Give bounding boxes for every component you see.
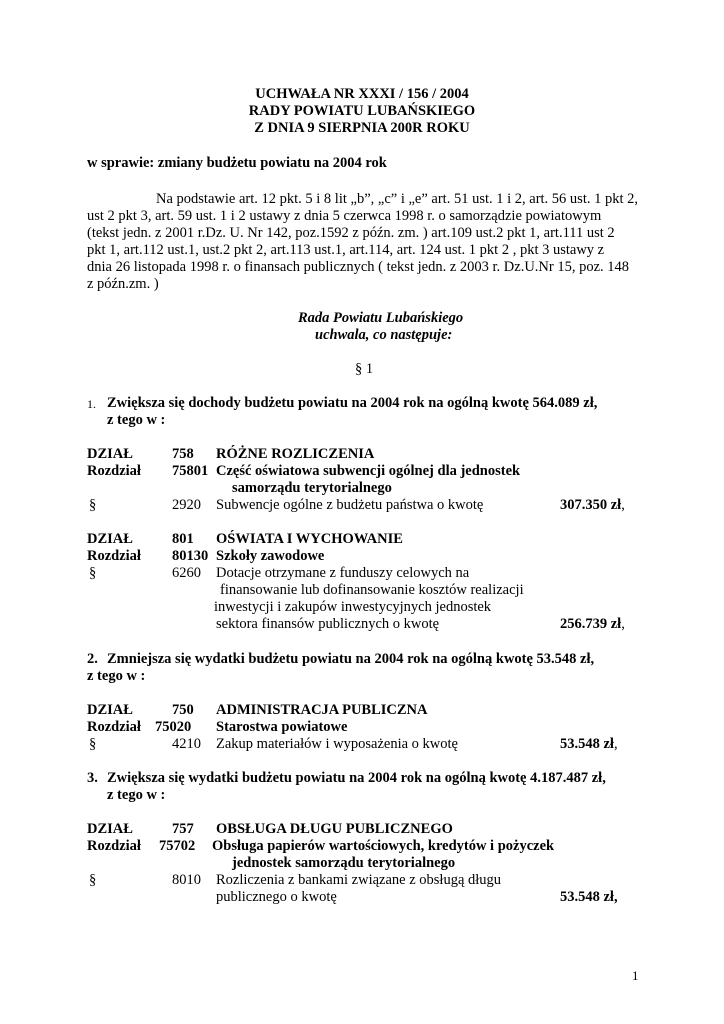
amount [560, 736, 618, 753]
preamble-line: (tekst jedn. z 2001 r.Dz. U. Nr 142, poz.1592 z późn. zm. ) art.109 ust.2 pkt 1, art.111 ust 2 [87, 225, 615, 241]
dzial-label: DZIAŁ [87, 821, 133, 837]
dzial-code: 758 [172, 446, 194, 462]
paragraph-text: inwestycji i zakupów inwestycyjnych jednostek [214, 599, 492, 615]
rozdzial-label: Rozdział [87, 719, 141, 735]
council-decides-1: Rada Powiatu Lubańskiego [298, 310, 464, 326]
rozdzial-code: 80130 [172, 548, 209, 564]
preamble-line: Na podstawie art. 12 pkt. 5 i 8 lit „b”, „c” i „e” art. 51 ust. 1 i 2, art. 56 ust. 1 pkt 2, [156, 191, 639, 207]
council-name: RADY POWIATU LUBAŃSKIEGO [248, 103, 476, 119]
page-number: 1 [632, 968, 639, 983]
dzial-name: RÓŻNE ROZLICZENIA [216, 446, 375, 462]
amount-suffix: , [613, 736, 618, 752]
amount-value: 53.548 zł [560, 736, 614, 752]
preamble-line: z późn.zm. ) [87, 276, 159, 292]
subject-line: w sprawie: zmiany budżetu powiatu na 2004 rok [87, 155, 387, 171]
section-number: 3. [87, 770, 98, 786]
dzial-label: DZIAŁ [87, 446, 133, 462]
section-text: z tego w : [87, 668, 146, 684]
paragraph-sign: § [89, 565, 97, 581]
dzial-code: 750 [172, 702, 194, 718]
amount-suffix: , [621, 616, 625, 632]
preamble-line: dnia 26 listopada 1998 r. o finansach publicznych ( tekst jedn. z 2003 r. Dz.U.Nr 15, poz. 148 [87, 259, 630, 275]
paragraph-code: 2920 [172, 497, 201, 513]
preamble-line: pkt 1, art.112 ust.1, ust.2 pkt 2, art.113 ust.1, art.114, art. 124 ust. 1 pkt 2 , pkt 3 ustawy z [87, 242, 605, 258]
paragraph-code: 4210 [172, 736, 201, 752]
paragraph-mark: § 1 [355, 361, 374, 377]
dzial-label: DZIAŁ [87, 531, 133, 547]
paragraph-code: 8010 [172, 872, 201, 888]
section-number: 2. [87, 651, 98, 667]
rozdzial-label: Rozdział [87, 548, 141, 564]
preamble-line: ust 2 pkt 3, art. 59 ust. 1 i 2 ustawy z dnia 5 czerwca 1998 r. o samorządzie powiatowym [87, 208, 602, 224]
rozdzial-label: Rozdział [87, 838, 141, 854]
amount: 53.548 zł, [560, 889, 618, 905]
dzial-code: 801 [172, 531, 194, 547]
rozdzial-name: samorządu terytorialnego [232, 480, 392, 496]
paragraph-text: Subwencje ogólne z budżetu państwa o kwotę [216, 497, 484, 513]
dzial-name: OŚWIATA I WYCHOWANIE [216, 531, 403, 547]
paragraph-text: finansowanie lub dofinansowanie kosztów realizacji [220, 582, 524, 598]
paragraph-text: Rozliczenia z bankami związane z obsługą długu [216, 872, 502, 888]
rozdzial-name: Obsługa papierów wartościowych, kredytów i pożyczek [212, 838, 555, 854]
rozdzial-name: Część oświatowa subwencji ogólnej dla jednostek [216, 463, 521, 479]
council-decides-2: uchwala, co następuje: [315, 327, 453, 343]
rozdzial-name: jednostek samorządu terytorialnego [232, 855, 456, 871]
paragraph-sign: § [89, 497, 97, 513]
paragraph-text: publicznego o kwotę [216, 889, 337, 905]
rozdzial-code: 75020 [155, 719, 192, 735]
section-text: Zmniejsza się wydatki budżetu powiatu na 2004 rok na ogólną kwotę 53.548 zł, [107, 651, 595, 667]
resolution-date: Z DNIA 9 SIERPNIA 200R ROKU [254, 120, 470, 136]
rozdzial-code: 75801 [172, 463, 209, 479]
dzial-name: ADMINISTRACJA PUBLICZNA [216, 702, 428, 718]
paragraph-text: sektora finansów publicznych o kwotę [216, 616, 440, 632]
dzial-label: DZIAŁ [87, 702, 133, 718]
rozdzial-name: Szkoły zawodowe [216, 548, 325, 564]
section-text: Zwiększa się dochody budżetu powiatu na 2004 rok na ogólną kwotę 564.089 zł, [107, 395, 598, 411]
rozdzial-name: Starostwa powiatowe [216, 719, 348, 735]
section-text: z tego w : [107, 787, 166, 803]
amount-value: 307.350 zł [560, 497, 622, 513]
dzial-name: OBSŁUGA DŁUGU PUBLICZNEGO [216, 821, 453, 837]
section-text: Zwiększa się wydatki budżetu powiatu na 2004 rok na ogólną kwotę 4.187.487 zł, [107, 770, 606, 786]
paragraph-text: Zakup materiałów i wyposażenia o kwotę [216, 736, 458, 752]
dzial-code: 757 [172, 821, 194, 837]
amount [560, 497, 625, 514]
paragraph-text: Dotacje otrzymane z funduszy celowych na [216, 565, 470, 581]
paragraph-sign: § [89, 736, 97, 752]
rozdzial-label: Rozdział [87, 463, 141, 479]
rozdzial-code: 75702 [159, 838, 196, 854]
amount-value: 256.739 zł [560, 616, 622, 632]
section-text: z tego w : [107, 412, 166, 428]
amount-suffix: , [621, 497, 625, 513]
section-number: 1. [87, 397, 96, 411]
amount [560, 616, 625, 633]
paragraph-code: 6260 [172, 565, 201, 581]
paragraph-sign: § [89, 872, 97, 888]
resolution-number: UCHWAŁA NR XXXI / 156 / 2004 [255, 86, 469, 102]
